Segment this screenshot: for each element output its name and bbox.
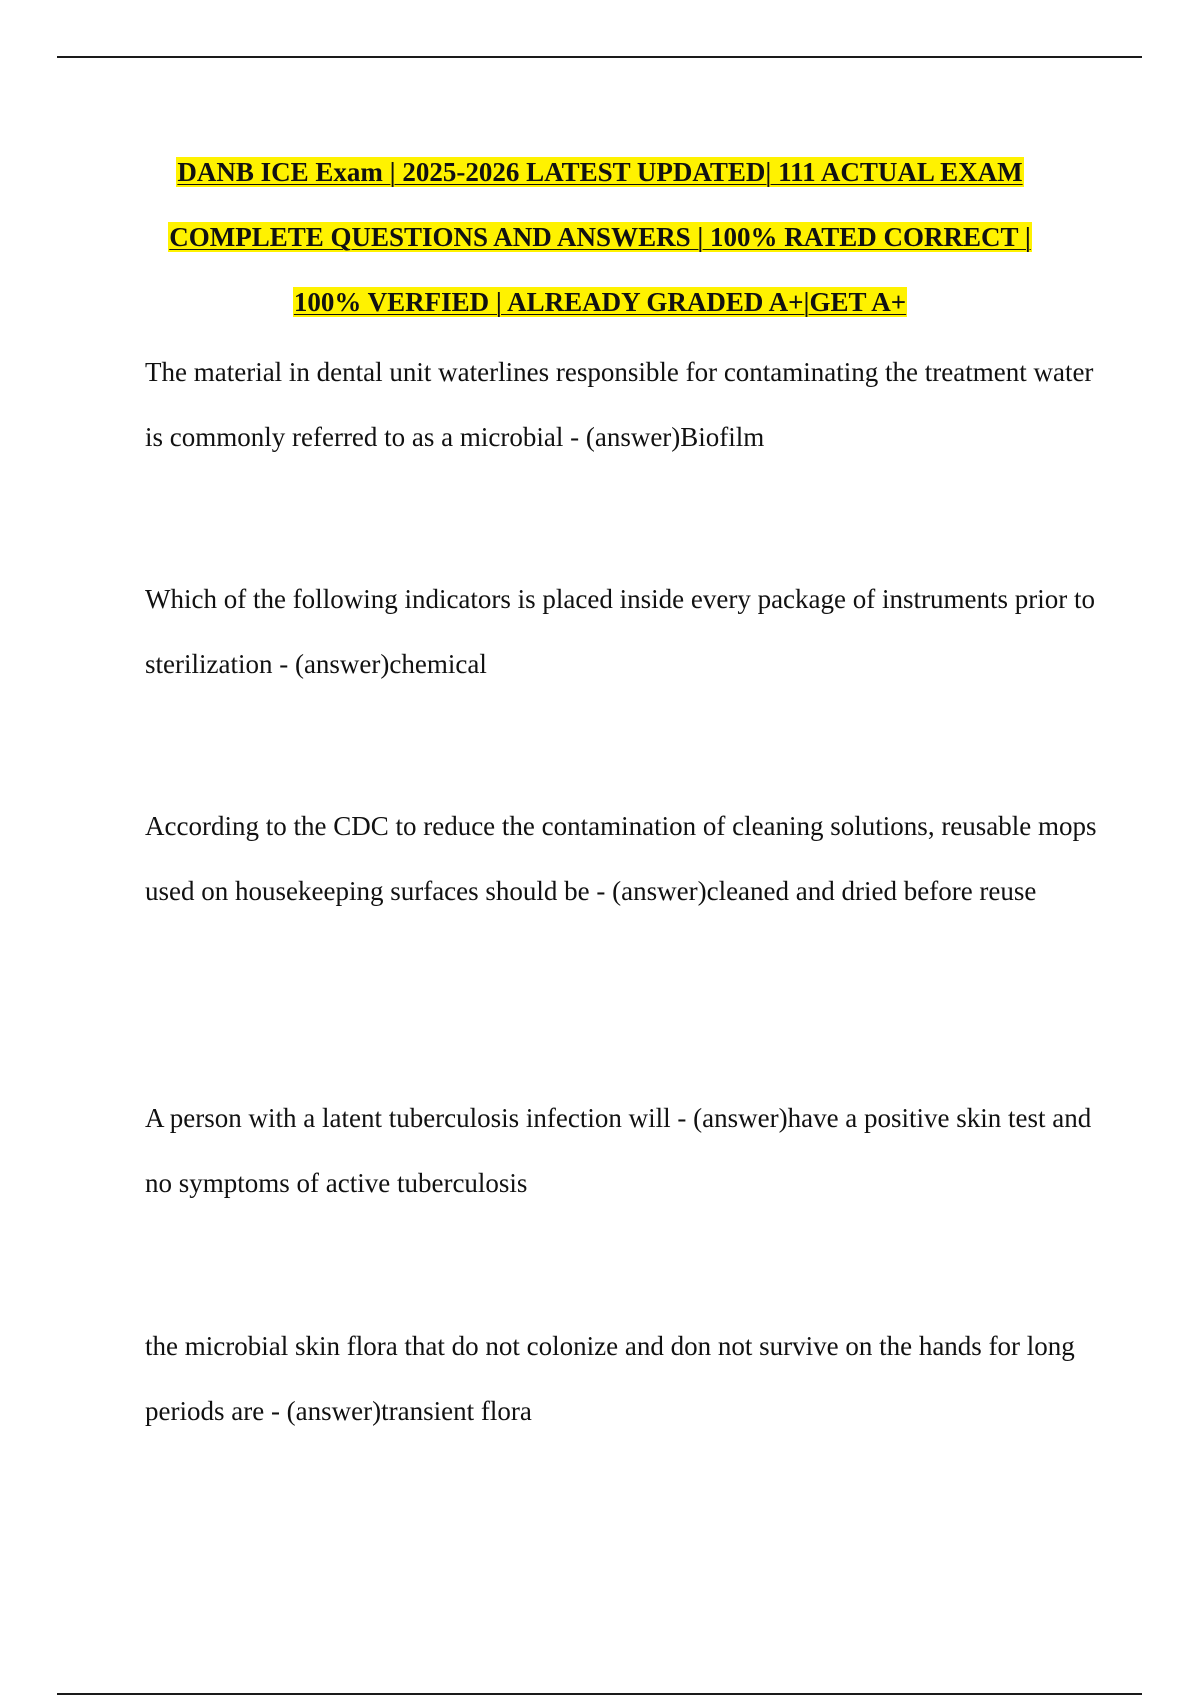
title-line-3: 100% VERFIED | ALREADY GRADED A+|GET A+ (293, 287, 907, 317)
qa-item-4: A person with a latent tuberculosis infection will - (answer)have a positive skin test and no symptoms of active tuberculosis (145, 1103, 1092, 1198)
title-line-1: DANB ICE Exam | 2025-2026 LATEST UPDATED| 111 ACTUAL EXAM (177, 157, 1023, 187)
qa-item-2: Which of the following indicators is placed inside every package of instruments prior to sterilization - (answer)chemical (145, 584, 1095, 679)
qa-item-3: According to the CDC to reduce the contamination of cleaning solutions, reusable mops used on housekeeping surfaces should be - (answer)cleaned and dried before reuse (145, 811, 1097, 906)
header-rule (57, 56, 1142, 58)
footer-rule (57, 1693, 1142, 1695)
qa-item-5: the microbial skin flora that do not colonize and don not survive on the hands for long periods are - (answer)transient flora (145, 1331, 1075, 1426)
document-title (100, 140, 1100, 335)
title-line-2: COMPLETE QUESTIONS AND ANSWERS | 100% RATED CORRECT | (169, 222, 1031, 252)
qa-item-1: The material in dental unit waterlines responsible for contaminating the treatment water is commonly referred to as a microbial - (answer)Biofilm (145, 357, 1094, 452)
